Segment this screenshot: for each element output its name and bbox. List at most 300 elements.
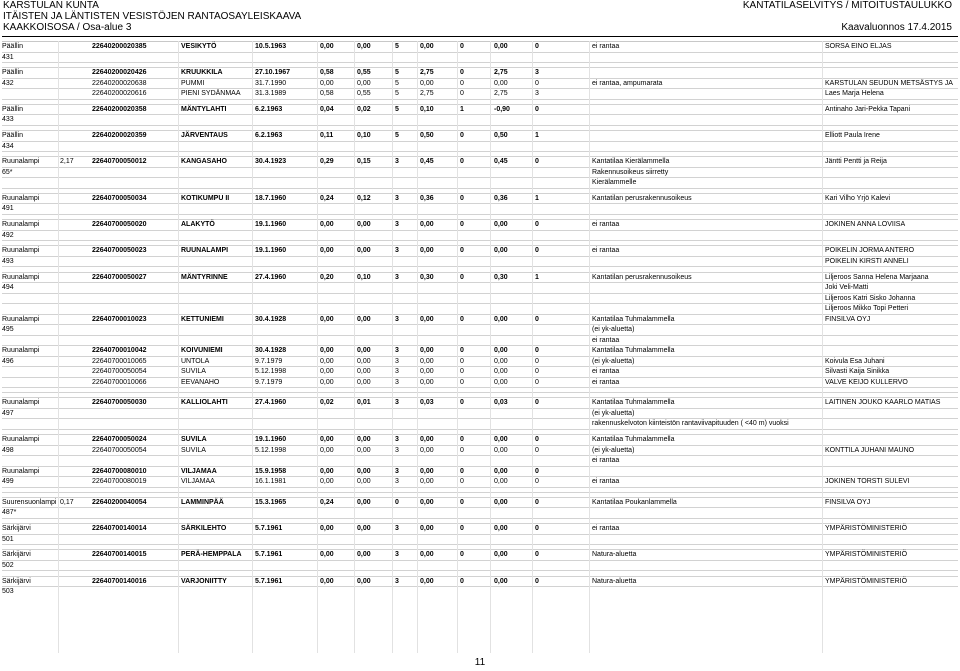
cell-built: 0 xyxy=(460,467,464,475)
table-row xyxy=(2,67,958,78)
cell-owner: VALVE KEIJO KULLERVO xyxy=(825,378,908,386)
cell-remaining: 0,00 xyxy=(494,368,508,375)
cell-remaining: 2,75 xyxy=(494,69,508,77)
cell-formed-date: 31.7.1990 xyxy=(255,79,287,87)
document-header-left xyxy=(3,0,301,33)
cell-owner: FINSILVA OYJ xyxy=(825,315,871,323)
cell-shore-km: 0,24 xyxy=(320,194,334,202)
cell-shore-total: 0,00 xyxy=(420,347,434,354)
cell-notes: Kantatilaa Tuhmalammella xyxy=(592,347,675,354)
cell-property-id: 22640200020359 xyxy=(92,132,147,140)
cell-shore-total: 0,00 xyxy=(420,247,434,255)
table-row xyxy=(2,523,958,534)
cell-new-units: 0 xyxy=(535,221,539,229)
cell-area: 487* xyxy=(2,509,17,517)
cell-built: 0 xyxy=(460,247,464,255)
cell-new-units: 0 xyxy=(535,436,539,444)
cell-remaining: 0,00 xyxy=(494,347,508,354)
cell-remaining: 0,00 xyxy=(494,525,508,533)
cell-formed-date: 19.1.1960 xyxy=(255,221,287,229)
cell-calc-km: 0,12 xyxy=(357,194,371,202)
table-row xyxy=(2,345,958,356)
cell-property-id: 22640700010066 xyxy=(92,378,147,386)
cell-notes: ei rantaa xyxy=(592,368,620,375)
cell-shore-km: 0,11 xyxy=(320,132,334,140)
table-row xyxy=(2,88,958,99)
cell-shore-km: 0,00 xyxy=(320,315,334,323)
cell-owner: Elliott Paula Irene xyxy=(825,132,880,140)
cell-calc-km: 0,15 xyxy=(357,158,371,166)
cell-shore-total: 0,00 xyxy=(420,357,434,365)
cell-built: 0 xyxy=(460,577,464,585)
cell-shore-km: 0,00 xyxy=(320,43,334,50)
header-rule xyxy=(2,36,958,37)
table-row xyxy=(2,445,958,456)
cell-shore-total: 0,30 xyxy=(420,273,434,281)
cell-new-units: 0 xyxy=(535,158,539,166)
cell-dim-class: 3 xyxy=(395,194,399,202)
cell-property-name: VILJAMAA xyxy=(181,478,215,486)
cell-shore-km: 0,00 xyxy=(320,577,334,585)
cell-calc-km: 0,00 xyxy=(357,368,371,375)
table-row xyxy=(2,534,958,545)
cell-dim-class: 3 xyxy=(395,436,399,444)
cell-formed-date: 16.1.1981 xyxy=(255,478,287,486)
table-row xyxy=(2,293,958,304)
column-gridline xyxy=(822,41,823,653)
cell-area: 433 xyxy=(2,116,14,124)
cell-notes: (ei yk-aluetta) xyxy=(592,326,635,333)
cell-shore-total: 0,00 xyxy=(420,79,434,87)
cell-dim-class: 0 xyxy=(395,498,399,506)
header-spacer xyxy=(743,11,952,22)
cell-property-id: 22640700140016 xyxy=(92,577,147,585)
cell-new-units: 3 xyxy=(535,90,539,98)
cell-property-name: SÄRKILEHTO xyxy=(181,525,227,533)
column-gridline xyxy=(490,41,491,653)
cell-area: Ruunalampi xyxy=(2,158,40,166)
cell-calc-km: 0,00 xyxy=(357,577,371,585)
document-header-right xyxy=(743,0,952,33)
cell-property-name: MÄNTYLAHTI xyxy=(181,105,227,113)
cell-calc-km: 0,00 xyxy=(357,525,371,533)
cell-notes: (ei yk-aluetta) xyxy=(592,357,635,365)
cell-formed-date: 9.7.1979 xyxy=(255,357,283,365)
cell-calc-km: 0,10 xyxy=(357,132,371,140)
cell-remaining: 0,00 xyxy=(494,43,508,50)
cell-notes: Kantatilaa Kierälammella xyxy=(592,158,670,166)
table-row xyxy=(2,41,958,52)
cell-dim-class: 3 xyxy=(395,399,399,407)
cell-calc-km: 0,00 xyxy=(357,347,371,354)
cell-property-id: 22640200020358 xyxy=(92,105,147,113)
cell-property-name: SUVILA xyxy=(181,368,206,375)
cell-formed-date: 5.12.1998 xyxy=(255,368,287,375)
cell-calc-km: 0,00 xyxy=(357,467,371,475)
cell-owner: KONTTILA JUHANI MAUNO xyxy=(825,446,915,454)
cell-shore-km: 0,00 xyxy=(320,357,334,365)
cell-property-id: 22640700080019 xyxy=(92,478,147,486)
cell-built: 0 xyxy=(460,194,464,202)
table-row xyxy=(2,282,958,293)
plan-subarea: KAAKKOISOSA / Osa-alue 3 xyxy=(3,22,132,33)
cell-new-units: 0 xyxy=(535,577,539,585)
table-row xyxy=(2,230,958,241)
page-number: 11 xyxy=(474,657,486,668)
cell-built: 0 xyxy=(460,132,464,140)
cell-area: 503 xyxy=(2,588,14,595)
column-gridline xyxy=(252,41,253,653)
cell-built: 1 xyxy=(460,105,464,113)
cell-owner: Liljeroos Sanna Helena Marjaana xyxy=(825,273,929,281)
cell-dim-class: 3 xyxy=(395,446,399,454)
cell-shore-km: 0,58 xyxy=(320,90,334,98)
cell-shore-km: 0,00 xyxy=(320,525,334,533)
cell-calc-km: 0,00 xyxy=(357,378,371,386)
cell-new-units: 0 xyxy=(535,478,539,486)
cell-formed-date: 31.3.1989 xyxy=(255,90,287,98)
column-gridline xyxy=(457,41,458,653)
cell-formed-date: 27.10.1967 xyxy=(255,69,291,77)
cell-owner: SORSA EINO ELJAS xyxy=(825,43,892,50)
cell-calc-km: 0,00 xyxy=(357,247,371,255)
cell-notes: (ei yk-aluetta) xyxy=(592,446,635,454)
table-row xyxy=(2,418,958,429)
cell-dim-class: 3 xyxy=(395,315,399,323)
cell-property-id: 22640700050023 xyxy=(92,247,147,255)
cell-dim-class: 3 xyxy=(395,357,399,365)
cell-property-name: SUVILA xyxy=(181,446,206,454)
cell-area: Särkijärvi xyxy=(2,551,31,559)
table-row xyxy=(2,408,958,419)
table-row xyxy=(2,356,958,367)
table-row xyxy=(2,104,958,115)
table-row xyxy=(2,466,958,477)
table-row xyxy=(2,167,958,178)
cell-calc-km: 0,10 xyxy=(357,273,371,281)
cell-calc-km: 0,02 xyxy=(357,105,371,113)
cell-built: 0 xyxy=(460,43,464,50)
cell-shore-total: 0,00 xyxy=(420,577,434,585)
cell-dim-class: 5 xyxy=(395,132,399,140)
cell-notes: ei rantaa xyxy=(592,221,620,229)
cell-shore-total: 0,00 xyxy=(420,551,434,559)
table-row xyxy=(2,219,958,230)
table-row xyxy=(2,586,958,597)
cell-formed-date: 19.1.1960 xyxy=(255,436,287,444)
cell-shore-total: 0,00 xyxy=(420,43,434,50)
cell-formed-date: 5.7.1961 xyxy=(255,525,283,533)
table-row xyxy=(2,130,958,141)
cell-shore-total: 0,36 xyxy=(420,194,434,202)
cell-area: 434 xyxy=(2,142,14,150)
cell-remaining: 0,00 xyxy=(494,436,508,444)
cell-remaining: 0,50 xyxy=(494,132,508,140)
cell-new-units: 0 xyxy=(535,79,539,87)
cell-property-name: KETTUNIEMI xyxy=(181,315,224,323)
cell-property-name: EEVANAHO xyxy=(181,378,220,386)
cell-owner: Liljeroos Mikko Topi Petteri xyxy=(825,305,909,312)
cell-built: 0 xyxy=(460,273,464,281)
cell-notes: ei rantaa xyxy=(592,478,620,486)
cell-new-units: 1 xyxy=(535,194,539,202)
table-row xyxy=(2,141,958,152)
column-gridline xyxy=(58,41,59,653)
cell-calc-km: 0,00 xyxy=(357,43,371,50)
cell-area: 431 xyxy=(2,53,14,61)
cell-built: 0 xyxy=(460,436,464,444)
cell-remaining: 0,36 xyxy=(494,194,508,202)
table-row xyxy=(2,52,958,63)
cell-area: 497 xyxy=(2,409,14,417)
cell-property-id: 22640700050054 xyxy=(92,446,147,454)
cell-formed-date: 18.7.1960 xyxy=(255,194,287,202)
cell-built: 0 xyxy=(460,79,464,87)
cell-notes: Natura-aluetta xyxy=(592,577,637,585)
cell-property-name: SUVILA xyxy=(181,436,207,444)
cell-dim-class: 5 xyxy=(395,69,399,77)
table-row xyxy=(2,560,958,571)
cell-built: 0 xyxy=(460,347,464,354)
plan-name: ITÄISTEN JA LÄNTISTEN VESISTÖJEN RANTAOSAYLEISKAAVA xyxy=(3,11,302,22)
cell-area: 432 xyxy=(2,79,14,87)
table-row xyxy=(2,324,958,335)
cell-notes: rakennuskelvoton kiinteistön rantaviivapituuden ( <40 m) vuoksi xyxy=(592,420,789,428)
cell-formed-date: 15.3.1965 xyxy=(255,498,287,506)
cell-property-name: UNTOLA xyxy=(181,357,210,365)
cell-property-id: 22640200020426 xyxy=(92,69,147,77)
cell-property-name: KRUUKKILA xyxy=(181,69,223,77)
cell-owner: Kari Vilho Yrjö Kalevi xyxy=(825,194,891,202)
cell-owner: JOKINEN ANNA LOVIISA xyxy=(825,221,906,229)
cell-area: Särkijärvi xyxy=(2,577,31,585)
cell-built: 0 xyxy=(460,368,464,375)
cell-owner: POIKELIN KIRSTI ANNELI xyxy=(825,257,909,265)
column-gridline xyxy=(417,41,418,653)
cell-owner: YMPÄRISTÖMINISTERIÖ xyxy=(825,551,908,559)
cell-area: Ruunalampi xyxy=(2,273,40,281)
cell-shore-km: 0,00 xyxy=(320,247,334,255)
cell-new-units: 0 xyxy=(535,247,539,255)
table-row xyxy=(2,303,958,314)
cell-shore-total: 0,03 xyxy=(420,399,434,407)
cell-area: 498 xyxy=(2,446,14,454)
cell-remaining: 0,00 xyxy=(494,378,508,386)
cell-owner: KARSTULAN SEUDUN METSÄSTYS JA xyxy=(825,79,953,87)
cell-dim-class: 3 xyxy=(395,273,399,281)
table-row xyxy=(2,476,958,487)
cell-new-units: 0 xyxy=(535,105,539,113)
table-row xyxy=(2,397,958,408)
cell-property-name: PUMMI xyxy=(181,79,205,87)
cell-built: 0 xyxy=(460,357,464,365)
cell-built: 0 xyxy=(460,399,464,407)
cell-notes: Kantatilaa Tuhmalammella xyxy=(592,315,675,323)
cell-new-units: 0 xyxy=(535,357,539,365)
cell-notes: (ei yk-aluetta) xyxy=(592,409,635,417)
cell-shore-km: 0,00 xyxy=(320,467,334,475)
report-title: KANTATILASELVITYS / MITOITUSTAULUKKO xyxy=(742,0,952,11)
table-row xyxy=(2,377,958,388)
cell-remaining: 0,00 xyxy=(494,315,508,323)
cell-remaining: 0,00 xyxy=(494,446,508,454)
cell-remaining: 0,00 xyxy=(494,577,508,585)
cell-property-name: LAMMINPÄÄ xyxy=(181,498,224,506)
cell-built: 0 xyxy=(460,158,464,166)
cell-notes: Natura-aluetta xyxy=(592,551,637,559)
cell-area: Päällin xyxy=(2,43,24,50)
cell-shore-total: 0,00 xyxy=(420,478,434,486)
table-row xyxy=(2,455,958,466)
cell-formed-date: 5.7.1961 xyxy=(255,577,283,585)
column-gridline xyxy=(178,41,179,653)
cell-property-name: KOIVUNIEMI xyxy=(181,347,223,354)
cell-notes: ei rantaa xyxy=(592,43,620,50)
cell-shore-km: 0,00 xyxy=(320,347,334,354)
cell-new-units: 0 xyxy=(535,378,539,386)
cell-formed-date: 5.7.1961 xyxy=(255,551,283,559)
cell-built: 0 xyxy=(460,498,464,506)
cell-shore-total: 0,00 xyxy=(420,525,434,533)
cell-owner: Laes Marja Helena xyxy=(825,90,884,98)
cell-calc-km: 0,00 xyxy=(357,357,371,365)
cell-notes: Kantatilaa Tuhmalammella xyxy=(592,436,675,444)
cell-property-name: PERÄ-HEMPPALA xyxy=(181,551,242,559)
cell-formed-date: 27.4.1960 xyxy=(255,273,287,281)
cell-new-units: 0 xyxy=(535,347,539,354)
cell-remaining: 0,00 xyxy=(494,551,508,559)
cell-new-units: 0 xyxy=(535,467,539,475)
cell-formed-date: 6.2.1963 xyxy=(255,105,283,113)
cell-property-name: VESIKYTÖ xyxy=(181,43,217,50)
table-row xyxy=(2,497,958,508)
cell-property-id: 22640700050020 xyxy=(92,221,147,229)
cell-shore-total: 0,00 xyxy=(420,467,434,475)
table-row xyxy=(2,193,958,204)
cell-notes: ei rantaa xyxy=(592,247,620,255)
cell-shore-km: 0,29 xyxy=(320,158,334,166)
cell-property-id: 22640700140015 xyxy=(92,551,147,559)
cell-shore-total: 0,45 xyxy=(420,158,434,166)
cell-area: 491 xyxy=(2,205,14,213)
cell-area: Ruunalampi xyxy=(2,247,40,255)
cell-area-size: 0,17 xyxy=(60,498,74,506)
cell-owner: Jäntti Pentti ja Reija xyxy=(825,158,887,166)
cell-shore-km: 0,00 xyxy=(320,378,334,386)
cell-new-units: 1 xyxy=(535,132,539,140)
cell-built: 0 xyxy=(460,69,464,77)
cell-owner: FINSILVA OYJ xyxy=(825,498,871,506)
cell-remaining: 0,00 xyxy=(494,478,508,486)
cell-dim-class: 3 xyxy=(395,525,399,533)
table-row xyxy=(2,114,958,125)
table-row xyxy=(2,245,958,256)
cell-area: 65* xyxy=(2,168,13,176)
cell-area: Päällin xyxy=(2,69,24,77)
cell-remaining: 0,00 xyxy=(494,498,508,506)
cell-remaining: 2,75 xyxy=(494,90,508,98)
cell-area: 496 xyxy=(2,357,14,365)
cell-built: 0 xyxy=(460,478,464,486)
cell-remaining: 0,45 xyxy=(494,158,508,166)
cell-area: Ruunalampi xyxy=(2,221,40,229)
cell-new-units: 0 xyxy=(535,446,539,454)
cell-property-id: 22640200020616 xyxy=(92,90,147,98)
cell-formed-date: 27.4.1960 xyxy=(255,399,287,407)
cell-owner: YMPÄRISTÖMINISTERIÖ xyxy=(825,577,908,585)
table-row xyxy=(2,507,958,518)
column-gridline xyxy=(532,41,533,653)
cell-dim-class: 5 xyxy=(395,90,399,98)
cell-area: Ruunalampi xyxy=(2,194,40,202)
cell-new-units: 0 xyxy=(535,315,539,323)
cell-notes: ei rantaa xyxy=(592,457,620,465)
cell-remaining: -0,90 xyxy=(494,105,510,113)
cell-area-size: 2,17 xyxy=(60,158,74,166)
table-row xyxy=(2,576,958,587)
cell-dim-class: 3 xyxy=(395,158,399,166)
cell-remaining: 0,00 xyxy=(494,79,508,87)
cell-built: 0 xyxy=(460,378,464,386)
cell-property-name: PIENI SYDÄNMAA xyxy=(181,90,241,98)
cell-property-name: KOTIKUMPU II xyxy=(181,194,230,202)
column-gridline xyxy=(392,41,393,653)
cell-shore-total: 0,00 xyxy=(420,368,434,375)
table-row xyxy=(2,78,958,89)
cell-new-units: 0 xyxy=(535,498,539,506)
cell-owner: POIKELIN JORMA ANTERO xyxy=(825,247,915,255)
cell-area: Ruunalampi xyxy=(2,315,40,323)
cell-dim-class: 3 xyxy=(395,247,399,255)
cell-property-id: 22640700010042 xyxy=(92,347,147,354)
cell-formed-date: 6.2.1963 xyxy=(255,132,283,140)
cell-owner: Koivula Esa Juhani xyxy=(825,357,885,365)
cell-area: Ruunalampi xyxy=(2,347,40,354)
cell-area: Suurensuonlampi xyxy=(2,498,57,506)
cell-shore-total: 0,00 xyxy=(420,436,434,444)
cell-built: 0 xyxy=(460,315,464,323)
cell-dim-class: 5 xyxy=(395,43,399,50)
cell-shore-total: 2,75 xyxy=(420,69,434,77)
cell-property-id: 22640700010023 xyxy=(92,315,147,323)
cell-area: Päällin xyxy=(2,132,24,140)
cell-new-units: 0 xyxy=(535,399,539,407)
cell-notes: Kantatilaa Tuhmalammella xyxy=(592,399,675,407)
cell-owner: JOKINEN TORSTI SULEVI xyxy=(825,478,910,486)
cell-notes: Kantatilan perusrakennusoikeus xyxy=(592,273,692,281)
table-row xyxy=(2,256,958,267)
table-row xyxy=(2,314,958,325)
cell-area: 499 xyxy=(2,478,14,486)
cell-built: 0 xyxy=(460,551,464,559)
cell-property-id: 22640200040054 xyxy=(92,498,147,506)
cell-property-name: KANGASAHO xyxy=(181,158,227,166)
cell-dim-class: 5 xyxy=(395,79,399,87)
cell-shore-km: 0,24 xyxy=(320,498,334,506)
cell-remaining: 0,00 xyxy=(494,247,508,255)
cell-property-name: ALAKYTÖ xyxy=(181,221,215,229)
cell-remaining: 0,03 xyxy=(494,399,508,407)
cell-property-name: JÄRVENTAUS xyxy=(181,132,228,140)
cell-area: 493 xyxy=(2,257,14,265)
cell-area: Ruunalampi xyxy=(2,467,40,475)
cell-property-id: 22640700080010 xyxy=(92,467,147,475)
cell-calc-km: 0,00 xyxy=(357,315,371,323)
cell-property-id: 22640700010065 xyxy=(92,357,147,365)
cell-calc-km: 0,55 xyxy=(357,90,371,98)
cell-property-id: 22640700050012 xyxy=(92,158,147,166)
cell-owner: Liljeroos Katri Sisko Johanna xyxy=(825,294,916,302)
